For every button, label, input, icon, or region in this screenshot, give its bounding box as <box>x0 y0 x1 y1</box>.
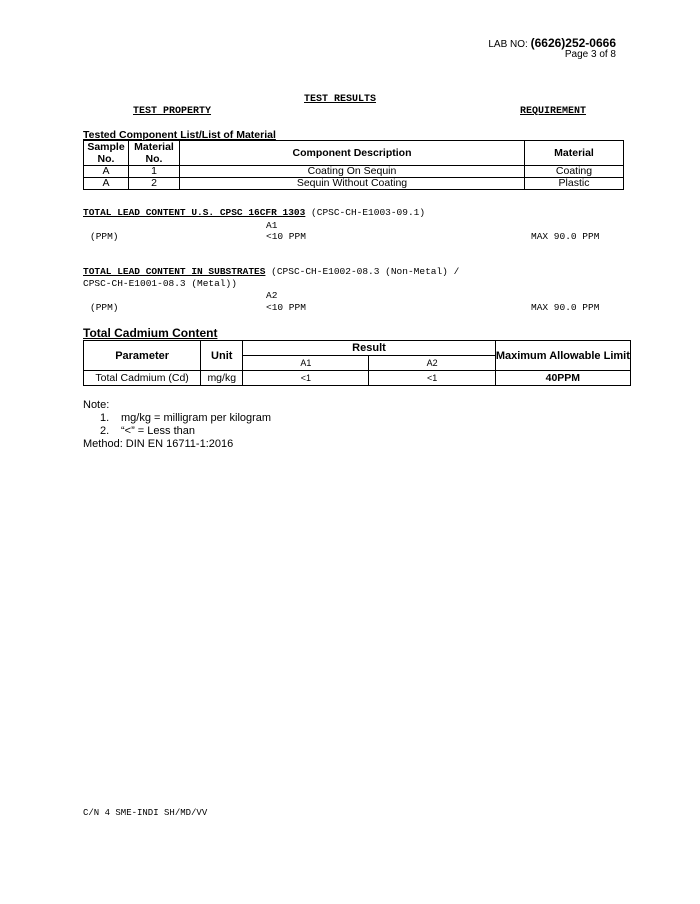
note-item-2-text: “<” = Less than <box>121 425 195 437</box>
lab-label: LAB NO: <box>488 39 528 50</box>
lead-total-title: TOTAL LEAD CONTENT U.S. CPSC 16CFR 1303 <box>83 207 306 218</box>
lead-substrate-method-1: (CPSC-CH-E1002-08.3 (Non-Metal) / <box>271 266 460 277</box>
component-table <box>83 140 624 190</box>
page-indicator: Page 3 of 8 <box>564 49 616 60</box>
col-max-limit: Maximum Allowable Limit <box>495 341 630 371</box>
cell-description: Sequin Without Coating <box>180 178 525 190</box>
lead-total-limit: MAX 90.0 PPM <box>531 231 600 242</box>
lead-total-sample: A1 <box>266 220 278 231</box>
col-result: Result <box>243 341 495 356</box>
lead-total-result: <10 PPM <box>266 231 306 242</box>
cell-a1: <1 <box>243 371 369 386</box>
col-material-no: Material No. <box>129 141 180 166</box>
note-item-1: 1. mg/kg = milligram per kilogram <box>100 412 272 424</box>
lead-substrate-result: <10 PPM <box>266 302 306 313</box>
requirement-heading: REQUIREMENT <box>520 106 587 117</box>
cell-a2: <1 <box>369 371 495 386</box>
cell-sample: A <box>84 178 129 190</box>
table-row <box>84 371 631 386</box>
cell-parameter: Total Cadmium (Cd) <box>84 371 201 386</box>
lead-total-heading <box>83 207 425 218</box>
cadmium-table <box>83 340 631 386</box>
cadmium-header-row <box>84 341 631 356</box>
test-results-title: TEST RESULTS <box>304 94 377 105</box>
table-row <box>84 178 624 190</box>
lab-number-line <box>488 36 616 50</box>
col-a2: A2 <box>369 356 495 371</box>
lead-substrate-heading <box>83 266 459 277</box>
lead-total-unit: (PPM) <box>90 231 119 242</box>
note-label: Note: <box>83 399 110 411</box>
note-item-1-text: mg/kg = milligram per kilogram <box>121 412 272 424</box>
lab-number: (6626)252-0666 <box>530 36 616 50</box>
footer-code: C/N 4 SME-INDI SH/MD/VV <box>83 808 208 818</box>
lead-substrate-unit: (PPM) <box>90 302 119 313</box>
component-list-title: Tested Component List/List of Material <box>83 129 276 141</box>
cell-unit: mg/kg <box>201 371 243 386</box>
col-unit: Unit <box>201 341 243 371</box>
col-material: Material <box>525 141 624 166</box>
cell-description: Coating On Sequin <box>180 166 525 178</box>
col-a1: A1 <box>243 356 369 371</box>
cell-sample: A <box>84 166 129 178</box>
cadmium-title: Total Cadmium Content <box>83 326 218 340</box>
cell-material-no: 2 <box>129 178 180 190</box>
cell-limit: 40PPM <box>495 371 630 386</box>
lead-substrate-title: TOTAL LEAD CONTENT IN SUBSTRATES <box>83 266 266 277</box>
col-component-description: Component Description <box>180 141 525 166</box>
lead-total-method: (CPSC-CH-E1003-09.1) <box>311 207 426 218</box>
cell-material: Plastic <box>525 178 624 190</box>
table-row <box>84 166 624 178</box>
method-line: Method: DIN EN 16711-1:2016 <box>83 438 234 450</box>
lead-substrate-limit: MAX 90.0 PPM <box>531 302 600 313</box>
component-table-header <box>84 141 624 166</box>
col-sample-no: Sample No. <box>84 141 129 166</box>
lead-substrate-sample: A2 <box>266 290 278 301</box>
cell-material: Coating <box>525 166 624 178</box>
test-property-heading: TEST PROPERTY <box>133 106 212 117</box>
note-item-2: 2. “<” = Less than <box>100 425 195 437</box>
cell-material-no: 1 <box>129 166 180 178</box>
col-parameter: Parameter <box>84 341 201 371</box>
lead-substrate-method-2: CPSC-CH-E1001-08.3 (Metal)) <box>83 278 237 289</box>
